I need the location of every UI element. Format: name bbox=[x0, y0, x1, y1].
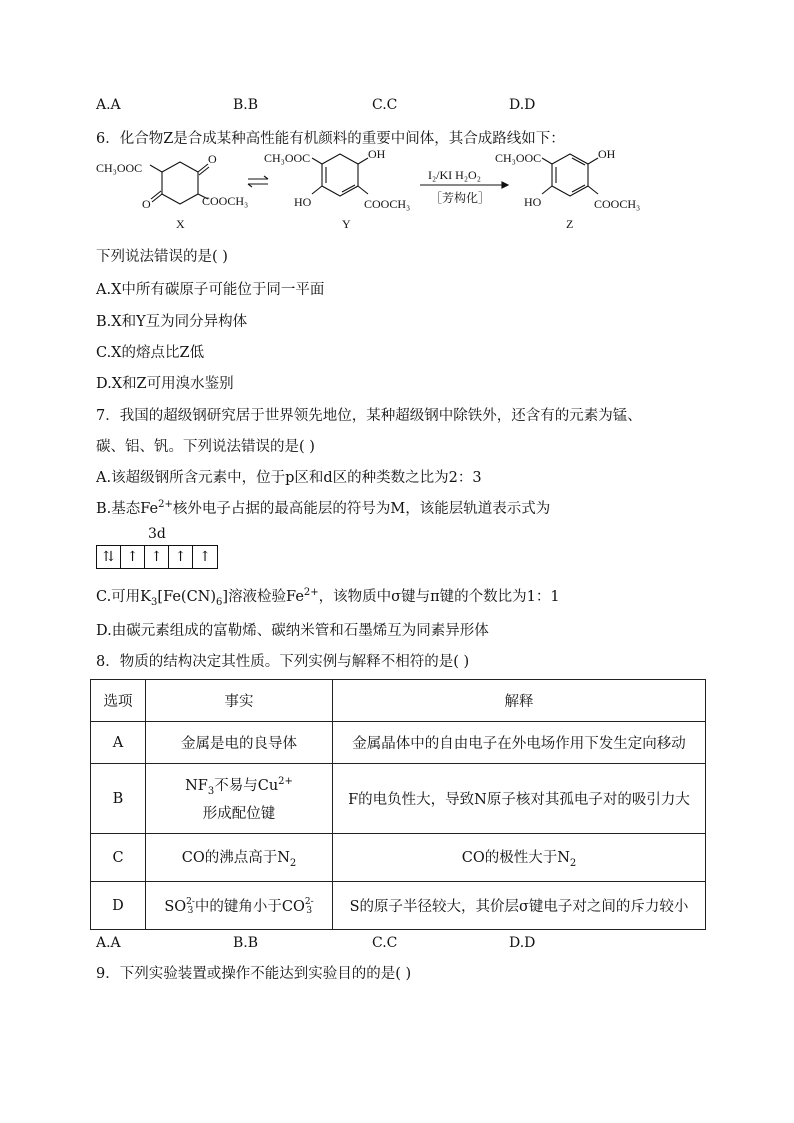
synthesis-scheme bbox=[90, 150, 670, 235]
orbital-box: ↑ bbox=[199, 549, 211, 565]
z-ho: HO bbox=[524, 195, 542, 209]
row-option: D bbox=[91, 882, 146, 930]
q7-option-b-post: 核外电子占据的最高能层的符号为M，该能层轨道表示式为 bbox=[172, 501, 551, 517]
q8-option-d: D.D bbox=[509, 935, 536, 951]
row-option: C bbox=[91, 834, 146, 882]
z-oh: OH bbox=[598, 150, 616, 161]
y-substituent-right: COOCH₃ bbox=[364, 197, 411, 211]
q7-option-b bbox=[96, 497, 550, 518]
q7-stem-line2: 碳、铝、钒。下列说法错误的是( ) bbox=[96, 439, 315, 455]
orbital-box: ↑ bbox=[145, 546, 169, 568]
row-explain: 金属晶体中的自由电子在外电场作用下发生定向移动 bbox=[333, 722, 706, 764]
q6-option-a: A.X中所有碳原子可能位于同一平面 bbox=[96, 282, 325, 298]
z-ring bbox=[552, 154, 588, 196]
fact-n2-sub: 2 bbox=[289, 857, 297, 869]
q7-stem-line1: 7．我国的超级钢研究居于世界领先地位，某种超级钢中除铁外，还含有的元素为锰、 bbox=[96, 408, 642, 424]
row-explain: F的电负性大，导致N原子核对其孤电子对的吸引力大 bbox=[333, 764, 706, 834]
x-oxygen-bottom: O bbox=[142, 197, 151, 211]
q7-option-c-pre: C.可用K bbox=[96, 589, 152, 605]
q7-option-c-complex: [Fe(CN) bbox=[157, 589, 217, 605]
orbital-label: 3d bbox=[148, 526, 166, 542]
q6-option-d: D.X和Z可用溴水鉴别 bbox=[96, 376, 234, 392]
q6-question: 下列说法错误的是( ) bbox=[96, 249, 228, 265]
x-oxygen-top: O bbox=[208, 152, 217, 166]
q6-stem: 6．化合物Z是合成某种高性能有机颜料的重要中间体，其合成路线如下： bbox=[96, 131, 565, 147]
orbital-box: ↑ bbox=[121, 546, 145, 568]
condition-label: ［芳构化］ bbox=[430, 191, 491, 205]
fact-mid: 中的键角小于CO bbox=[194, 899, 305, 915]
q7-option-b-pre: B.基态Fe bbox=[96, 501, 159, 517]
y-ho: HO bbox=[294, 195, 312, 209]
row-explain: S的原子半径较大，其价层σ键电子对之间的斥力较小 bbox=[333, 882, 706, 930]
reagent-label: I₂/KI H₂O₂ bbox=[428, 168, 481, 182]
q5-option-a: A.A bbox=[96, 97, 121, 113]
q7-option-d: D.由碳元素组成的富勒烯、碳纳米管和石墨烯互为同素异形体 bbox=[96, 623, 489, 639]
fact-so-sub: 3 bbox=[187, 906, 194, 916]
y-oh: OH bbox=[368, 150, 386, 161]
orbital-diagram bbox=[96, 545, 218, 569]
q7-option-c bbox=[96, 585, 560, 608]
y-label: Y bbox=[342, 217, 351, 231]
y-ring bbox=[322, 154, 358, 196]
q8-stem: 8．物质的结构决定其性质。下列实例与解释不相符的是( ) bbox=[96, 654, 470, 670]
table-row bbox=[91, 882, 706, 930]
row-explain bbox=[333, 834, 706, 882]
q5-option-c: C.C bbox=[372, 97, 398, 113]
q6-option-b: B.X和Y互为同分异构体 bbox=[96, 314, 248, 330]
q6-option-c: C.X的熔点比Z低 bbox=[96, 345, 205, 361]
q5-option-b: B.B bbox=[233, 97, 259, 113]
fact-co3-charge: 2- bbox=[304, 897, 314, 907]
x-label: X bbox=[176, 217, 185, 231]
header-fact: 事实 bbox=[146, 680, 333, 722]
q7-option-c-k-sub: 3 bbox=[151, 596, 158, 608]
header-option: 选项 bbox=[91, 680, 146, 722]
q7-option-c-close: ] bbox=[222, 589, 229, 605]
fact-so: SO bbox=[164, 899, 187, 915]
q7-option-c-complex-sub: 6 bbox=[216, 596, 223, 608]
z-substituent-right: COOCH₃ bbox=[594, 197, 641, 211]
table-row bbox=[91, 764, 706, 834]
orbital-box: ⇅ bbox=[97, 546, 121, 568]
table-row bbox=[91, 834, 706, 882]
y-substituent-top: CH₃OOC bbox=[264, 151, 311, 165]
q8-option-a: A.A bbox=[96, 935, 121, 951]
table-header-row bbox=[91, 680, 706, 722]
header-explain: 解释 bbox=[333, 680, 706, 722]
row-fact bbox=[146, 834, 333, 882]
fact-mid: 不易与Cu bbox=[214, 777, 279, 794]
fact-co3-sub: 3 bbox=[306, 906, 313, 916]
q7-option-b-charge: 2+ bbox=[158, 499, 173, 511]
x-substituent-right: COOCH₃ bbox=[202, 194, 249, 208]
fact-nf: NF bbox=[185, 777, 208, 794]
fact-line2: 形成配位键 bbox=[202, 806, 276, 823]
q9-stem: 9．下列实验装置或操作不能达到实验目的的是( ) bbox=[96, 966, 412, 982]
row-fact bbox=[146, 764, 333, 834]
q8-table bbox=[90, 679, 706, 930]
fact-so-charge: 2- bbox=[186, 897, 195, 907]
x-substituent-top: CH₃OOC bbox=[96, 161, 143, 175]
q7-option-c-mid: 溶液检验Fe bbox=[228, 589, 304, 605]
z-substituent-top: CH₃OOC bbox=[495, 151, 542, 165]
q7-option-a: A.该超级钢所含元素中，位于p区和d区的种类数之比为2：3 bbox=[96, 470, 482, 486]
explain-co: CO的极性大于N bbox=[461, 850, 570, 867]
fact-cu-charge: 2+ bbox=[278, 775, 293, 787]
fact-nf-sub: 3 bbox=[207, 785, 215, 797]
row-fact bbox=[146, 882, 333, 930]
orbital-box: ↑ bbox=[169, 546, 193, 568]
explain-n2-sub: 2 bbox=[569, 857, 577, 869]
x-ring bbox=[162, 162, 198, 204]
row-fact: 金属是电的良导体 bbox=[146, 722, 333, 764]
row-option: A bbox=[91, 722, 146, 764]
q8-option-b: B.B bbox=[233, 935, 259, 951]
q8-option-c: C.C bbox=[372, 935, 398, 951]
row-option: B bbox=[91, 764, 146, 834]
z-label: Z bbox=[566, 217, 574, 231]
table-row bbox=[91, 722, 706, 764]
q5-option-d: D.D bbox=[509, 97, 536, 113]
q7-option-c-post: ，该物质中σ键与π键的个数比为1：1 bbox=[318, 589, 560, 605]
q7-option-c-charge: 2+ bbox=[303, 587, 319, 599]
fact-co: CO的沸点高于N bbox=[181, 850, 290, 867]
